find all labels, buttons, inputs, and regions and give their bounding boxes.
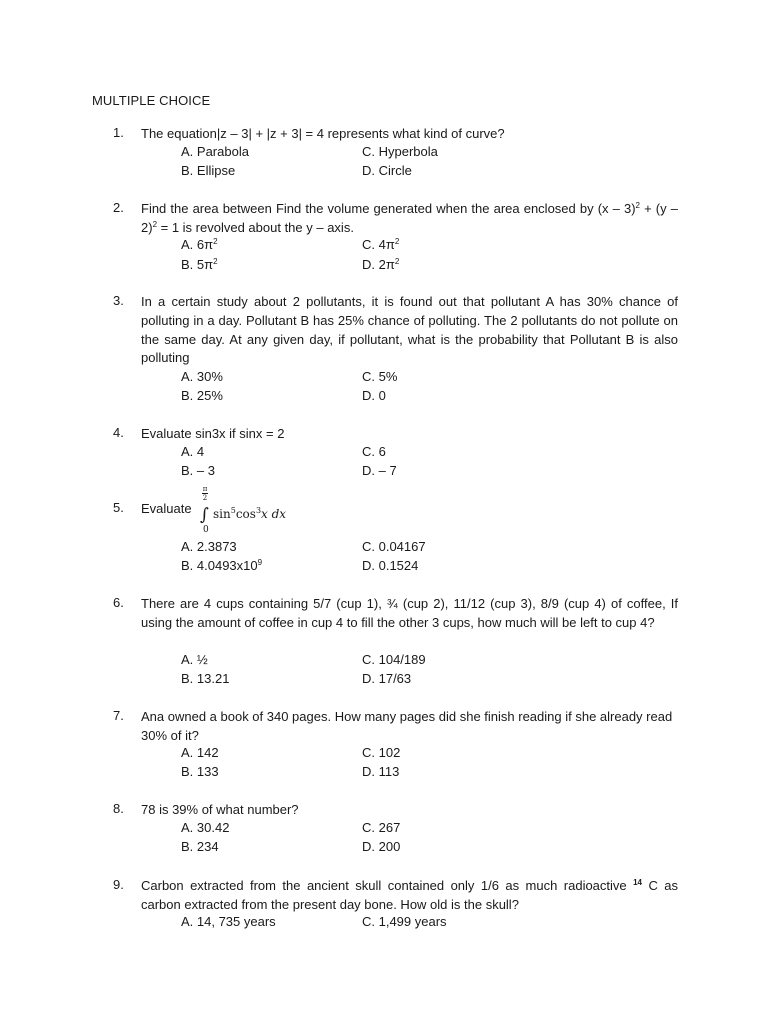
integrand: $\sin^5\cos^3x$ dx: [213, 506, 287, 521]
option-d: D. 200: [362, 839, 401, 854]
option-b: B. – 3: [181, 463, 215, 478]
question-number: 3.: [113, 293, 124, 308]
option-c: C. 6: [362, 444, 386, 459]
integral-upper-limit: π 2: [202, 485, 208, 502]
option-b: B. 234: [181, 839, 219, 854]
question-text: Evaluate: [141, 501, 192, 516]
option-d: D. Circle: [362, 163, 412, 178]
option-a: A. Parabola: [181, 144, 249, 159]
question-text: Evaluate sin3x if sinx = 2: [141, 426, 285, 441]
option-a: A. 142: [181, 745, 219, 760]
option-c: C. 102: [362, 745, 401, 760]
option-a: A. 30%: [181, 369, 223, 384]
option-b: B. $4.0493x10^9$: [181, 558, 263, 573]
option-b: B. 133: [181, 764, 219, 779]
question-text: Carbon extracted from the ancient skull contained only 1/6 as much radioactive $^{14}$ C as carbon extracted from the present day bone. How old is the skull?: [141, 878, 679, 912]
option-d: D. 0.1524: [362, 558, 419, 573]
option-c: C. $4\pi^2$: [362, 237, 400, 252]
integral-sign: ∫: [200, 505, 209, 525]
option-a: A. ½: [181, 652, 208, 667]
option-a: A. 14, 735 years: [181, 914, 276, 929]
question-number: 2.: [113, 200, 124, 215]
option-c: C. 0.04167: [362, 539, 426, 554]
question-number: 8.: [113, 801, 124, 816]
option-d: D. 0: [362, 388, 386, 403]
question-number: 9.: [113, 877, 124, 892]
option-c: C. 267: [362, 820, 401, 835]
question-number: 6.: [113, 595, 124, 610]
option-a: A. $6\pi^2$: [181, 237, 218, 252]
question-text: There are 4 cups containing 5/7 (cup 1), ¾ (cup 2), 11/12 (cup 3), 8/9 (cup 4) of coffee, If using the amount of coffee in cup 4 to fill the other 3 cups, how much will be left to cup 4?: [141, 596, 678, 630]
option-a: A. 4: [181, 444, 205, 459]
option-b: B. $5\pi^2$: [181, 257, 218, 272]
option-c: C. 5%: [362, 369, 398, 384]
question-number: 1.: [113, 125, 124, 140]
option-b: B. Ellipse: [181, 163, 236, 178]
question-number: 4.: [113, 425, 124, 440]
option-d: D. 17/63: [362, 671, 412, 686]
integral-lower-limit: 0: [203, 525, 209, 535]
option-a: A. 30.42: [181, 820, 230, 835]
option-d: D. 113: [362, 764, 400, 779]
page-heading: MULTIPLE CHOICE: [92, 93, 211, 108]
question-text: 78 is 39% of what number?: [141, 802, 299, 817]
question-text: Find the area between Find the volume generated when the area enclosed by (x – 3)$^2$ + (y – 2)$^2$ = 1 is revolved about the y – axis.: [141, 201, 678, 235]
option-c: C. Hyperbola: [362, 144, 438, 159]
option-c: C. 1,499 years: [362, 914, 447, 929]
question-text: In a certain study about 2 pollutants, it is found out that pollutant A has 30% chance of polluting in a day. Pollutant B has 25% chance of polluting. The 2 pollutants do not pollute on the same day. At any given day, if pollutant, what is the probability that Pollutant B is also polluting: [141, 294, 678, 366]
option-d: D. – 7: [362, 463, 397, 478]
question-text: Ana owned a book of 340 pages. How many pages did she finish reading if she already read 30% of it?: [141, 709, 673, 743]
question-number: 7.: [113, 708, 124, 723]
option-b: B. 25%: [181, 388, 223, 403]
option-b: B. 13.21: [181, 671, 230, 686]
option-c: C. 104/189: [362, 652, 426, 667]
question-text: The equation|z – 3| + |z + 3| = 4 represents what kind of curve?: [141, 126, 505, 141]
option-a: A. 2.3873: [181, 539, 237, 554]
question-number: 5.: [113, 500, 124, 515]
option-d: D. $2\pi^2$: [362, 257, 400, 272]
